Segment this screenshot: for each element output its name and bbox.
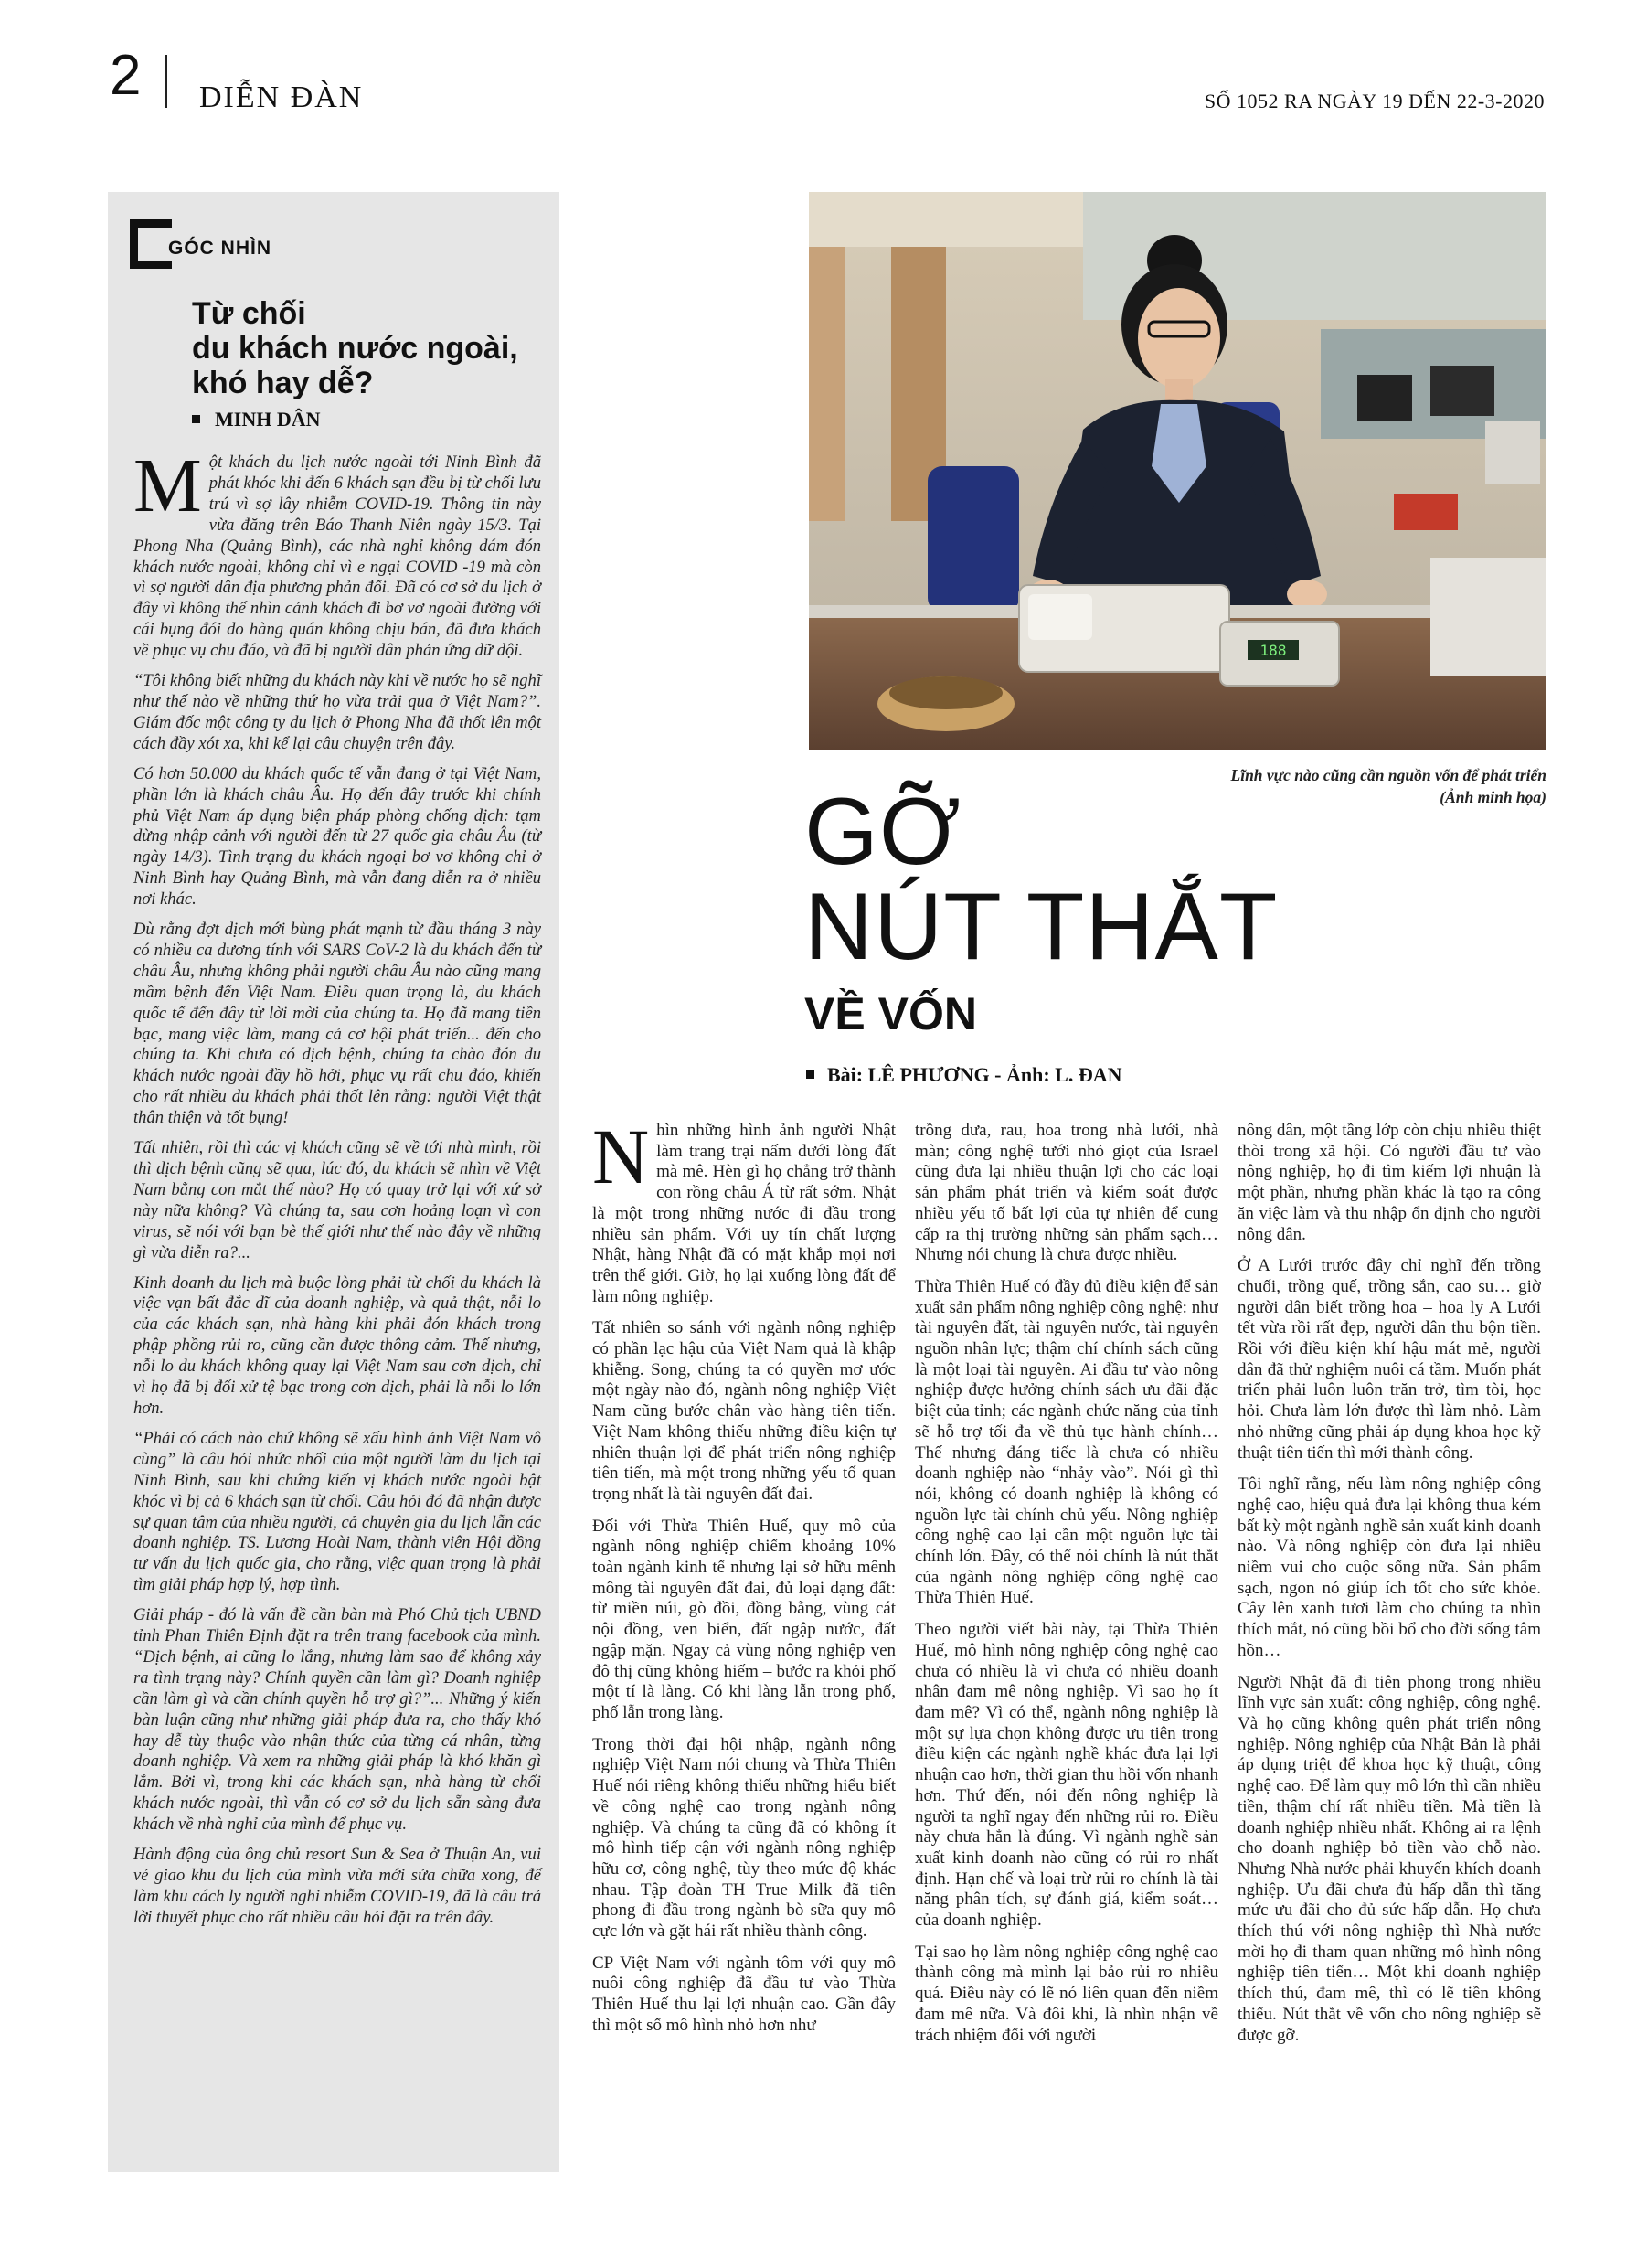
sidebar-paragraph: Hành động của ông chủ resort Sun & Sea ở Thuận An, vui vẻ giao khu du lịch của mình vừa mới sửa chữa xong, để làm khu cách ly người nghi nhiễm COVID-19, đã là câu trả lời thuyết phục cho rất nhiều câu hỏi đặt ra trên đây. — [133, 1845, 541, 1927]
article-paragraph: Tất nhiên so sánh với ngành nông nghiệp có phần lạc hậu của Việt Nam quả là khập khiễng. Song, chúng ta có quyền mơ ước một ngày nào đó, ngành nông nghiệp Việt Nam cũng bước chân vào hàng tiên tiến. Việt Nam không thiếu những điều kiện tự nhiên thuận lợi để phát triển nông nghiệp tiên tiến, mà một trong những yếu tố quan trọng nhất là tài nguyên đất đai. — [592, 1318, 896, 1504]
caption-line: Lĩnh vực nào cũng cần nguồn vốn để phát triển — [1230, 766, 1546, 784]
sidebar-paragraph: “Tôi không biết những du khách này khi về nước họ sẽ nghĩ như thế nào về những thứ họ vừa trải qua ở Việt Nam?”. Giám đốc một công ty du lịch ở Phong Nha đã thốt lên một cách đầy xót xa, khi kể lại câu chuyện trên đây. — [133, 671, 541, 753]
column-label: GÓC NHÌN — [168, 238, 271, 259]
drop-cap: M — [133, 443, 202, 528]
sidebar-author — [192, 408, 321, 431]
sidebar-author-name: MINH DÂN — [215, 408, 321, 431]
article-column-3 — [1238, 1121, 1541, 2057]
sidebar-body — [133, 443, 541, 1938]
article-paragraph: Tại sao họ làm nông nghiệp công nghệ cao thành công mà mình lại bảo rủi ro nhiều quá. Điều này có lẽ nó liên quan đến niềm đam mê nữa. Và đôi khi, là nhìn nhận về trách nhiệm đối với người — [915, 1942, 1218, 2045]
article-paragraph: Ở A Lưới trước đây chỉ nghĩ đến trồng chuối, trồng quế, trồng sắn, cao su… giờ người dân biết trồng hoa – hoa ly A Lưới tết vừa rồi rất đẹp, người dân thu bộn tiền. Rồi với điều kiện khí hậu mát mẻ, người dân đã thử nghiệm nuôi cá tầm. Muốn phát triển phải luôn luôn trăn trở, tìm tòi, học hỏi. Chưa làm lớn được thì làm nhỏ. Làm nhỏ những cũng phải áp dụng khoa học kỹ thuật tiên tiến thì mới thành công. — [1238, 1256, 1541, 1463]
bank-teller-illustration — [809, 192, 1546, 750]
article-column-1 — [592, 1121, 896, 2048]
sidebar-paragraph: Kinh doanh du lịch mà buộc lòng phải từ chối du khách là việc vạn bất đắc dĩ của doanh nghiệp, và quả thật, nỗi lo của các khách sạn, nhà hàng khi phải đón khách trong phập phồng rủi ro, cũng cần được thông cảm. Thế nhưng, nỗi lo du khách không quay lại Việt Nam sau cơn dịch, chỉ vì họ đã bị đối xử tệ bạc trong cơn dịch, phải là nỗi lo lớn hơn. — [133, 1272, 541, 1418]
column-bracket-icon — [130, 219, 172, 269]
bullet-square-icon — [192, 415, 200, 423]
sidebar-paragraph-text: ột khách du lịch nước ngoài tới Ninh Bình đã phát khóc khi đến 6 khách sạn đều bị từ chối lưu trú vì sợ lây nhiễm COVID-19. Thông tin này vừa đăng trên Báo Thanh Niên ngày 15/3. Tại Phong Nha (Quảng Bình), các nhà nghỉ không dám đón khách nước ngoài, không chỉ vì e ngại COVID -19 mà còn vì sợ người dân địa phương phản đối. Đã có cơ sở du lịch ở đây vì không thể nhìn cảnh khách đi bơ vơ ngoài đường với cái bụng đói do hàng quán không chịu bán, đã đưa khách về phục vụ chu đáo, và đã bị người dân phản ứng dữ dội. — [133, 453, 541, 661]
article-paragraph: Trong thời đại hội nhập, ngành nông nghiệp Việt Nam nói chung và Thừa Thiên Huế nói riêng không thiếu những hiểu biết về công nghệ cao trong ngành nông nghiệp. Và chúng ta cũng đã có không ít mô hình tiếp cận với ngành nông nghiệp hữu cơ, công nghệ, tùy theo mức độ khác nhau. Tập đoàn TH True Milk đã tiên phong đi đầu trong ngành bò sữa quy mô cực lớn và gặt hái rất nhiều thành công. — [592, 1734, 896, 1942]
article-paragraph: Theo người viết bài này, tại Thừa Thiên Huế, mô hình nông nghiệp công nghệ cao chưa có nhiều là vì chưa có nhiều doanh nhân đam mê nông nghiệp. Vì sao họ ít đam mê? Vì có thể, ngành nông nghiệp là một sự lựa chọn không được ưu tiên trong điều kiện các ngành nghề khác đưa lại lợi nhuận cao hơn, thời gian thu hồi vốn nhanh hơn. Thứ đến, nói đến nông nghiệp là người ta nghĩ ngay đến những rủi ro. Điều này chưa hẳn là đúng. Vì ngành nghề sản xuất kinh doanh nào cũng có rủi ro nhất định. Hạn chế và loại trừ rủi ro chính là tài năng phân tích, sự đánh giá, kiểm soát… của doanh nghiệp. — [915, 1620, 1218, 1931]
issue-info: SỐ 1052 RA NGÀY 19 ĐẾN 22-3-2020 — [1204, 90, 1545, 112]
article-paragraph: Người Nhật đã đi tiên phong trong nhiều lĩnh vực sản xuất: công nghiệp, công nghệ. Và họ cũng không quên phát triển nông nghiệp. Nông nghiệp của Nhật Bản là phải áp dụng triệt để khoa học kỹ thuật, công nghệ cao. Để làm quy mô lớn thì cần nhiều tiền, thậm chí rất nhiều tiền. Mà tiền là doanh nghiệp nhiều nhất. Không ai ra lệnh cho doanh nghiệp bỏ tiền vào chỗ nào. Nhưng Nhà nước phải khuyến khích doanh nghiệp. Ưu đãi chưa đủ hấp dẫn thì tăng mức ưu đãi cho đủ sức hấp dẫn. Họ chưa thích thú với nông nghiệp thì Nhà nước mời họ đi tham quan những mô hình nông nghiệp tiên tiến… Một khi doanh nghiệp thích thú, đam mê, thì có lẽ tiền không thiếu. Nút thắt về vốn cho nông nghiệp sẽ được gỡ. — [1238, 1672, 1541, 2045]
counter-display: 188 — [1259, 642, 1287, 659]
sidebar-paragraph — [133, 443, 541, 662]
photo-caption — [1089, 764, 1546, 808]
sidebar-paragraph: “Phải có cách nào chứ không sẽ xấu hình ảnh Việt Nam vô cùng” là câu hỏi nhức nhối của một người làm du lịch tại Ninh Bình, sau khi chứng kiến vị khách nước ngoài bật khóc vì bị cả 6 khách sạn từ chối. Câu hỏi đó đã nhận được sự quan tâm của nhiều người, cả chuyên gia du lịch lẫn các doanh nghiệp. TS. Lương Hoài Nam, thành viên Hội đồng tư vấn du lịch quốc gia, cho rằng, việc quan trọng là phải tìm giải pháp hợp lý, hợp tình. — [133, 1428, 541, 1595]
drop-cap: N — [592, 1121, 650, 1200]
sidebar-title — [192, 296, 548, 400]
caption-line: (Ảnh minh họa) — [1440, 788, 1546, 806]
bullet-square-icon — [806, 1070, 814, 1079]
sidebar-title-line: du khách nước ngoài, — [192, 331, 518, 366]
sidebar-title-line: Từ chối — [192, 296, 306, 331]
article-paragraph: nông dân, một tầng lớp còn chịu nhiều thiệt thòi trong xã hội. Có người đầu tư vào nông nghiệp, họ đi tìm kiếm lợi nhuận là một phần, nhưng phần khác là tạo ra công ăn việc làm và thu nhập ổn định cho người nông dân. — [1238, 1121, 1541, 1244]
headline-line-2: NÚT THẮT — [804, 874, 1279, 980]
page-number: 2 — [110, 44, 142, 107]
sidebar-paragraph: Có hơn 50.000 du khách quốc tế vẫn đang ở tại Việt Nam, phần lớn là khách châu Âu. Họ đến đây trước khi chính phủ Việt Nam áp dụng biện pháp phòng chống dịch: tạm dừng nhập cảnh với người đến từ 27 quốc gia châu Âu (từ ngày 14/3). Tình trạng du khách ngoại bơ vơ không chỉ ở Ninh Bình hay Quảng Bình, mà vẫn đang diễn ra ở nhiều nơi khác. — [133, 763, 541, 910]
article-byline — [806, 1063, 1121, 1087]
section-name: DIỄN ĐÀN — [199, 80, 364, 114]
article-paragraph — [592, 1121, 896, 1307]
sidebar-opinion-box — [108, 192, 559, 2172]
article-paragraph: Đối với Thừa Thiên Huế, quy mô của ngành nông nghiệp chiếm khoảng 10% toàn ngành kinh tế nhưng lại sở hữu mênh mông tài nguyên đất đai, đủ loại dạng đất: từ miền núi, gò đồi, đồng bằng, vùng cát nội đồng, ven biển, đất ngập nước, đất ngập mặn. Ngay cả vùng nông nghiệp ven đô thị cũng không hiếm – bước ra khỏi phố một tí là làng. Có khi làng lẫn trong phố, phố lẫn trong làng. — [592, 1516, 896, 1722]
header-divider — [165, 55, 167, 108]
article-photo — [809, 192, 1546, 750]
article-column-2 — [915, 1121, 1218, 2057]
article-paragraph: Thừa Thiên Huế có đầy đủ điều kiện để sản xuất sản phẩm nông nghiệp công nghệ: như tài nguyên đất, tài nguyên nước, tài nguyên nguồn nhân lực; thậm chí chính sách cũng là một loại tài nguyên. Ai đầu tư vào nông nghiệp được hưởng chính sách ưu đãi đặc biệt của tỉnh; các ngành chức năng của tỉnh sẽ hỗ trợ tối đa về thủ tục hành chính… Thế nhưng đáng tiếc là chưa có nhiều doanh nghiệp nào “nhảy vào”. Nói gì thì nói, không có doanh nghiệp là không có nguồn lực tài chính chủ yếu. Nông nghiệp công nghệ cao lại cần một nguồn lực tài chính lớn. Đây, có thể nói chính là nút thắt của ngành nông nghiệp công nghệ cao Thừa Thiên Huế. — [915, 1276, 1218, 1608]
article-paragraph-text: hìn những hình ảnh người Nhật làm trang trại nấm dưới lòng đất mà mê. Hèn gì họ chẳng trở thành con rồng châu Á từ rất sớm. Nhật là một trong những nước đi đầu trong nhiều sản phẩm. Với uy tín chất lượng Nhật, hàng Nhật đã có mặt khắp mọi nơi trên thế giới. Giờ, họ lại xuống lòng đất để làm nông nghiệp. — [592, 1121, 896, 1306]
article-paragraph: trồng dưa, rau, hoa trong nhà lưới, nhà màn; công nghệ tưới nhỏ giọt của Israel cũng đưa lại nhiều thuận lợi cho các loại sản phẩm phát triển và kiểm soát được nhiều yếu tố bất lợi của tự nhiên để cung cấp ra thị trường những sản phẩm sạch… Nhưng nói chung là chưa được nhiều. — [915, 1121, 1218, 1265]
sidebar-paragraph: Giải pháp - đó là vấn đề cần bàn mà Phó Chủ tịch UBND tỉnh Phan Thiên Định đặt ra trên trang facebook của mình. “Dịch bệnh, ai cũng lo lắng, nhưng làm sao để không xảy ra tình trạng này? Chính quyền cần làm gì? Doanh nghiệp cần làm gì và cần chính quyền hỗ trợ gì?”... Những ý kiến bàn luận cũng như những giải pháp đưa ra, cho thấy khó hay dễ tùy thuộc vào nhận thức của từng cá nhân, từng doanh nghiệp. Và xem ra những giải pháp là khó khăn gì lắm. Bởi vì, trong khi các khách sạn, nhà hàng từ chối khách nước ngoài, thì vẫn có cơ sở du lịch sẵn sàng đưa khách về nhà nghỉ của mình để phục vụ. — [133, 1605, 541, 1835]
headline-line-1: GỠ — [804, 779, 962, 885]
headline-subline: VỀ VỐN — [804, 988, 977, 1039]
sidebar-title-line: khó hay dễ? — [192, 366, 374, 400]
sidebar-paragraph: Tất nhiên, rồi thì các vị khách cũng sẽ về tới nhà mình, rồi thì dịch bệnh cũng sẽ qua, lúc đó, du khách sẽ nhìn về Việt Nam bằng con mắt thế nào? Họ có quay trở lại với xứ sở này nữa không? Và chúng ta, sau cơn hoảng loạn vì con virus, sẽ nói với bạn bè thế giới như thế nào đây về những gì vừa diễn ra?... — [133, 1138, 541, 1262]
article-paragraph: Tôi nghĩ rằng, nếu làm nông nghiệp công nghệ cao, hiệu quả đưa lại không thua kém bất kỳ một ngành nghề sản xuất kinh doanh nào. Và nông nghiệp còn đưa lại nhiều niềm vui cho cuộc sống nữa. Sản phẩm sạch, ngon nó giúp ích tốt cho sức khỏe. Cây lên xanh tươi làm cho chúng ta nhìn thích mắt, nó cũng bồi bổ cho đời sống tâm hồn… — [1238, 1475, 1541, 1660]
byline-text: Bài: LÊ PHƯƠNG - Ảnh: L. ĐAN — [827, 1063, 1122, 1086]
sidebar-paragraph: Dù rằng đợt dịch mới bùng phát mạnh từ đầu tháng 3 này có nhiều ca dương tính với SARS CoV-2 là du khách đến từ châu Âu, nhưng không phải người châu Âu nào cũng mang mầm bệnh đến Việt Nam. Điều quan trọng là, du khách quốc tế đến đây từ lời mời của chúng ta. Họ đã mang tiền bạc, mang việc làm, mang cả cơ hội phát triển... đến cho chúng ta. Khi chưa có dịch bệnh, chúng ta chào đón du khách nước ngoài đầy hồ hởi, phục vụ rất chu đáo, khiến cho rất nhiều du khách phải thốt lên rằng: người Việt thật thân thiện và tốt bụng! — [133, 920, 541, 1128]
article-paragraph: CP Việt Nam với ngành tôm với quy mô nuôi công nghiệp đã đầu tư vào Thừa Thiên Huế thu lại lợi nhuận cao. Gần đây thì một số mô hình nhỏ hơn như — [592, 1953, 896, 2035]
